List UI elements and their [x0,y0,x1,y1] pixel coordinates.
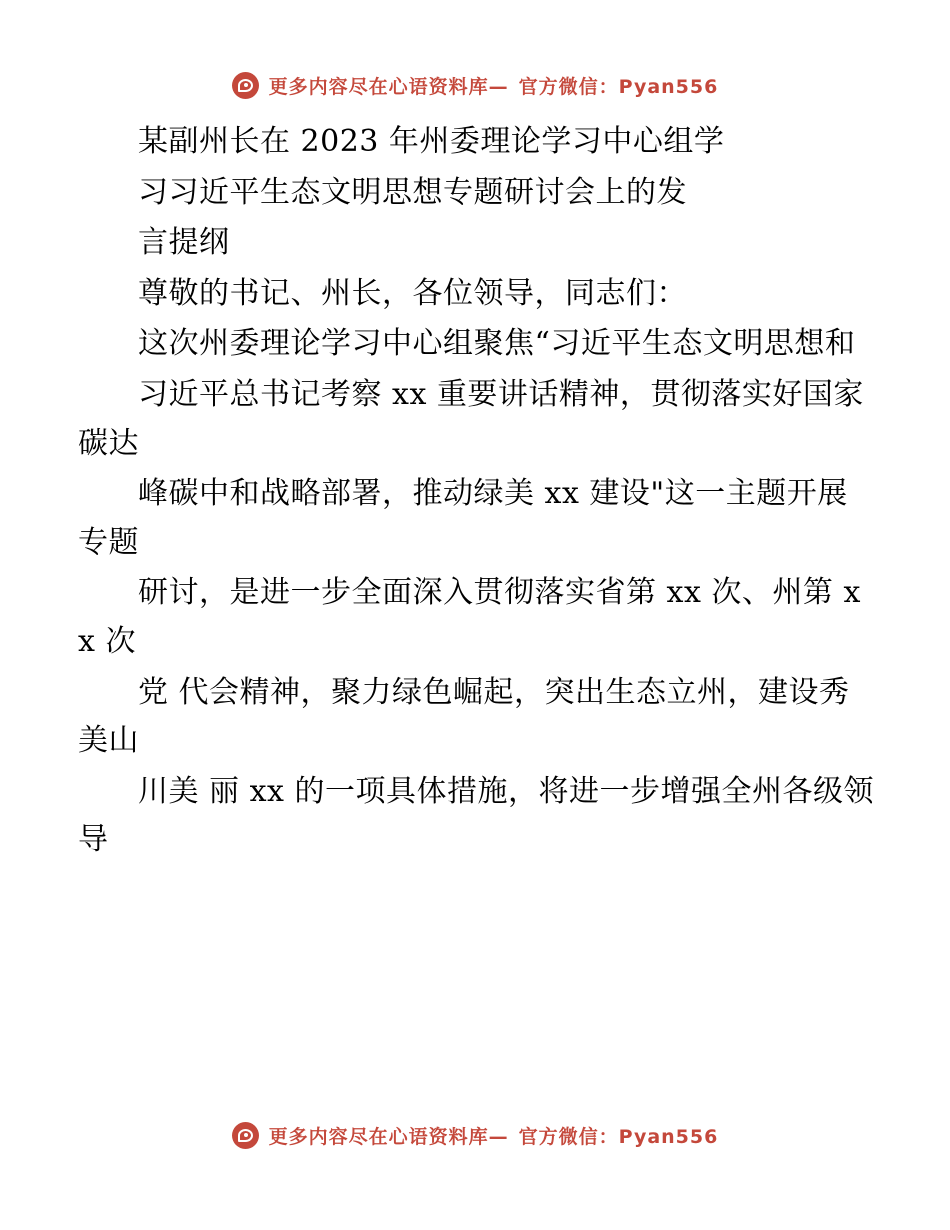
paragraph: 习习近平生态文明思想专题研讨会上的发 [138,174,687,210]
feather-circle-icon [232,72,259,99]
paragraph: 某副州长在 2023 年州委理论学习中心组学 [138,124,725,159]
paragraph: 这次州委理论学习中心组聚焦“习近平生态文明思想和 [138,326,856,362]
paragraph: 研讨，是进一步全面深入贯彻落实省第 xx 次、州第 xx 次 [78,575,861,659]
paragraph: 习近平总书记考察 xx 重要讲话精神，贯彻落实好国家碳达 [78,376,864,461]
paragraph: 党 代会精神，聚力绿色崛起，突出生态立州，建设秀美山 [78,674,850,759]
watermark-main-text: 更多内容尽在心语资料库— [268,76,509,98]
document-text-body [78,118,878,867]
paragraph: 尊敬的书记、州长，各位领导，同志们： [138,275,687,311]
watermark-top [0,72,950,99]
watermark-main-text: 更多内容尽在心语资料库— [268,1126,509,1148]
paragraph: 峰碳中和战略部署，推动绿美 xx 建设"这一主题开展专题 [78,476,848,560]
paragraph: 川美 丽 xx 的一项具体措施，将进一步增强全州各级领导 [78,773,874,858]
watermark-sub-text: 官方微信：Pyan556 [518,76,719,98]
paragraph: 言提纲 [138,225,230,261]
feather-circle-icon [232,1122,259,1149]
watermark-sub-text: 官方微信：Pyan556 [518,1126,719,1148]
watermark-bottom [0,1122,950,1149]
